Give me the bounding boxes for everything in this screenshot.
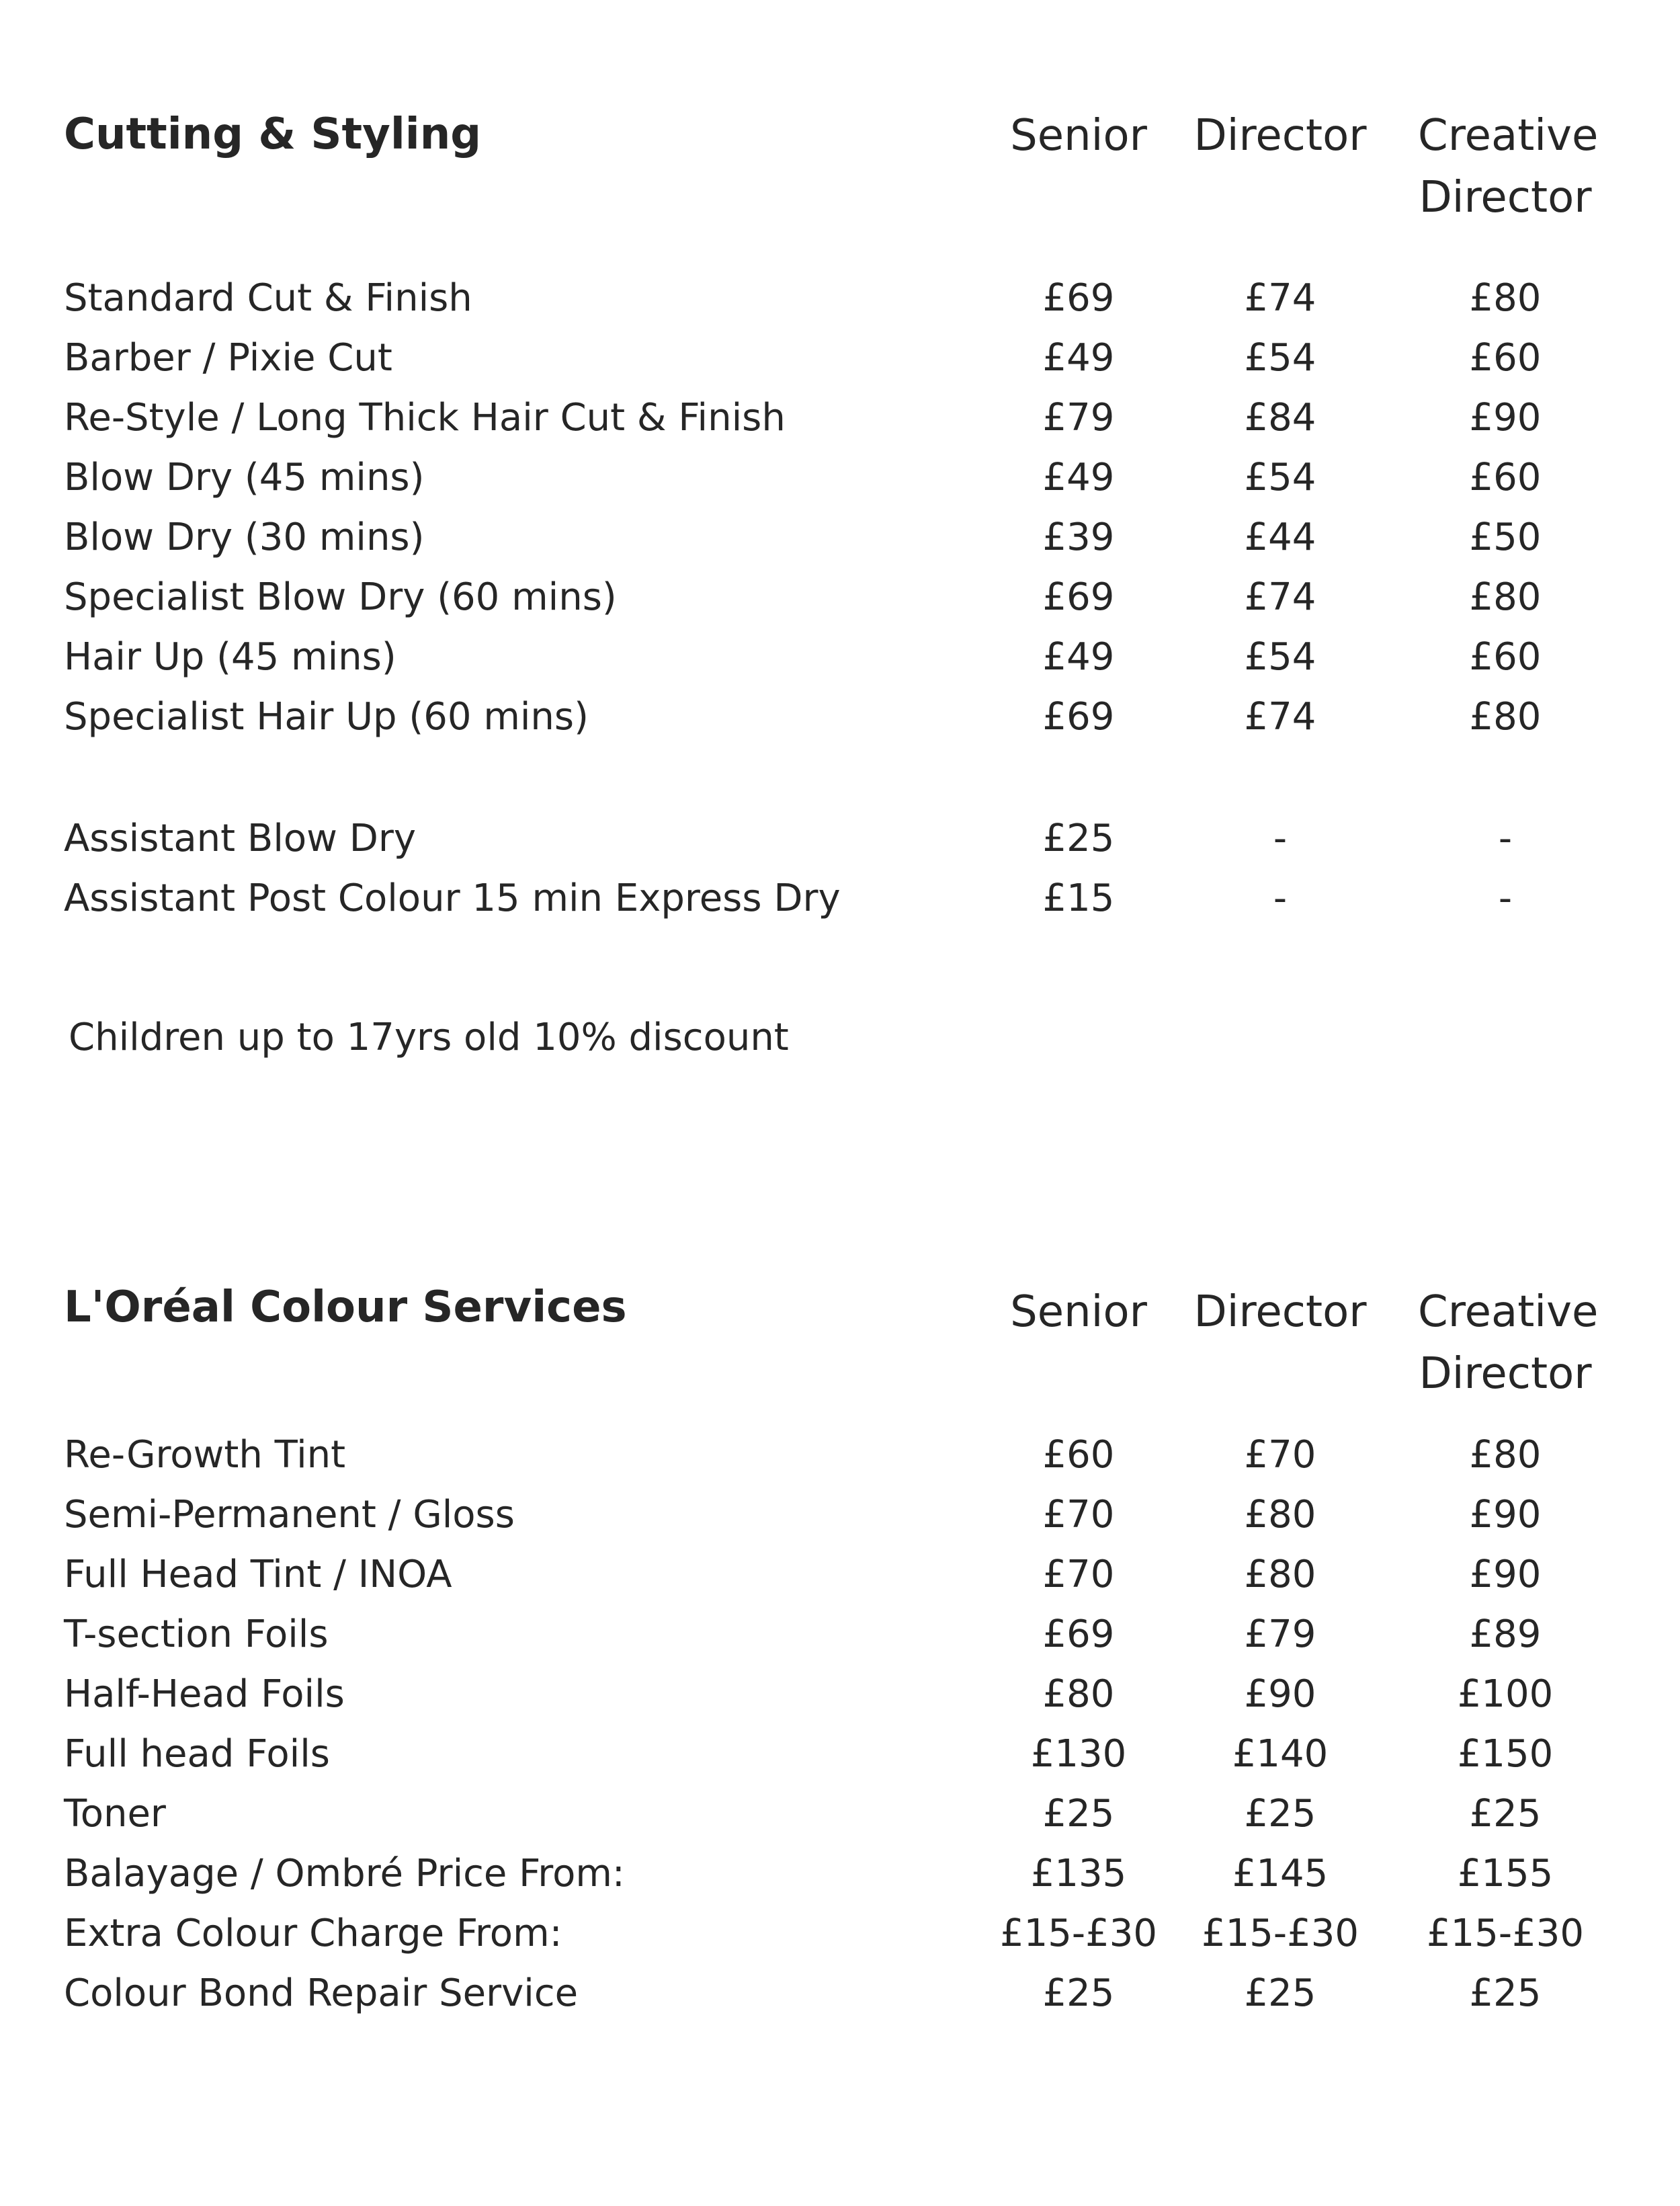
column-header-senior: Senior xyxy=(1010,1287,1147,1337)
price-creative-director: £80 xyxy=(1469,575,1542,619)
price-creative-director: £90 xyxy=(1469,1553,1542,1596)
price-creative-director: - xyxy=(1498,817,1513,860)
price-director: £90 xyxy=(1244,1672,1316,1716)
price-senior: £70 xyxy=(1042,1553,1115,1596)
column-header-director: Director xyxy=(1193,111,1367,161)
price-director: £74 xyxy=(1244,695,1316,739)
price-senior: £69 xyxy=(1042,575,1115,619)
table-row xyxy=(0,1785,1680,1844)
table-row xyxy=(0,1605,1680,1664)
service-name: Colour Bond Repair Service xyxy=(64,1971,579,2015)
column-header-creative-director xyxy=(1398,1281,1613,1405)
price-senior: £15 xyxy=(1042,876,1115,920)
price-director: £79 xyxy=(1244,1612,1316,1656)
column-header-director: Director xyxy=(1193,1287,1367,1337)
price-creative-director: £25 xyxy=(1469,1792,1542,1836)
price-creative-director: £90 xyxy=(1469,1493,1542,1537)
section-title: Cutting & Styling xyxy=(64,110,482,159)
price-creative-director: £90 xyxy=(1469,396,1542,440)
price-creative-director: - xyxy=(1498,876,1513,920)
price-director: £25 xyxy=(1244,1792,1316,1836)
price-creative-director: £80 xyxy=(1469,1433,1542,1477)
service-name: Hair Up (45 mins) xyxy=(64,635,396,679)
price-director: £54 xyxy=(1244,336,1316,380)
table-row xyxy=(0,508,1680,567)
service-name: Specialist Hair Up (60 mins) xyxy=(64,695,589,739)
table-row xyxy=(0,1485,1680,1545)
price-director: £74 xyxy=(1244,276,1316,320)
price-senior: £25 xyxy=(1042,1971,1115,2015)
column-header-senior: Senior xyxy=(1010,111,1147,161)
table-row xyxy=(0,389,1680,448)
table-row xyxy=(0,568,1680,627)
table-row xyxy=(0,1545,1680,1604)
price-creative-director: £80 xyxy=(1469,276,1542,320)
price-creative-director: £50 xyxy=(1469,516,1542,559)
table-row xyxy=(0,1964,1680,2023)
service-name: Re-Style / Long Thick Hair Cut & Finish xyxy=(64,396,786,440)
table-row xyxy=(0,1665,1680,1724)
price-creative-director: £150 xyxy=(1457,1732,1554,1776)
table-row xyxy=(0,1725,1680,1784)
column-header-creative-director xyxy=(1398,105,1613,229)
price-senior: £69 xyxy=(1042,276,1115,320)
price-creative-director: £100 xyxy=(1457,1672,1554,1716)
service-name: Blow Dry (30 mins) xyxy=(64,516,425,559)
price-director: £80 xyxy=(1244,1553,1316,1596)
price-senior: £49 xyxy=(1042,336,1115,380)
column-header-label: Creative Director xyxy=(1418,111,1599,222)
price-director: £74 xyxy=(1244,575,1316,619)
price-senior: £79 xyxy=(1042,396,1115,440)
price-senior: £60 xyxy=(1042,1433,1115,1477)
price-senior: £15-£30 xyxy=(1000,1912,1157,1955)
price-director: £15-£30 xyxy=(1202,1912,1359,1955)
price-senior: £69 xyxy=(1042,695,1115,739)
service-name: Half-Head Foils xyxy=(64,1672,345,1716)
service-name: Blow Dry (45 mins) xyxy=(64,456,425,499)
column-header-label: Creative Director xyxy=(1418,1287,1599,1399)
table-row xyxy=(0,688,1680,747)
price-senior: £25 xyxy=(1042,817,1115,860)
price-senior: £135 xyxy=(1030,1852,1127,1895)
price-director: £54 xyxy=(1244,456,1316,499)
price-senior: £39 xyxy=(1042,516,1115,559)
price-creative-director: £60 xyxy=(1469,336,1542,380)
price-director: £84 xyxy=(1244,396,1316,440)
price-senior: £80 xyxy=(1042,1672,1115,1716)
service-name: Extra Colour Charge From: xyxy=(64,1912,562,1955)
service-name: Assistant Blow Dry xyxy=(64,817,417,860)
service-name: T-section Foils xyxy=(64,1612,329,1656)
price-senior: £69 xyxy=(1042,1612,1115,1656)
table-row xyxy=(0,869,1680,928)
price-director: £140 xyxy=(1232,1732,1329,1776)
table-row xyxy=(0,1844,1680,1904)
service-name: Assistant Post Colour 15 min Express Dry xyxy=(64,876,841,920)
price-creative-director: £89 xyxy=(1469,1612,1542,1656)
price-director: - xyxy=(1273,876,1288,920)
table-row xyxy=(0,329,1680,388)
service-name: Specialist Blow Dry (60 mins) xyxy=(64,575,617,619)
table-row xyxy=(0,628,1680,687)
children-discount-note: Children up to 17yrs old 10% discount xyxy=(69,1016,789,1059)
table-row xyxy=(0,269,1680,328)
table-row xyxy=(0,809,1680,868)
service-name: Semi-Permanent / Gloss xyxy=(64,1493,515,1537)
section-title: L'Oréal Colour Services xyxy=(64,1282,627,1332)
table-row xyxy=(0,1904,1680,1963)
price-director: £44 xyxy=(1244,516,1316,559)
price-senior: £25 xyxy=(1042,1792,1115,1836)
price-creative-director: £60 xyxy=(1469,635,1542,679)
service-name: Re-Growth Tint xyxy=(64,1433,346,1477)
price-creative-director: £155 xyxy=(1457,1852,1554,1895)
price-senior: £130 xyxy=(1030,1732,1127,1776)
service-name: Full Head Tint / INOA xyxy=(64,1553,452,1596)
price-creative-director: £80 xyxy=(1469,695,1542,739)
service-name: Barber / Pixie Cut xyxy=(64,336,392,380)
price-director: £25 xyxy=(1244,1971,1316,2015)
price-director: £80 xyxy=(1244,1493,1316,1537)
price-director: £70 xyxy=(1244,1433,1316,1477)
price-senior: £70 xyxy=(1042,1493,1115,1537)
table-row xyxy=(0,1426,1680,1485)
price-director: £54 xyxy=(1244,635,1316,679)
price-director: £145 xyxy=(1232,1852,1329,1895)
service-name: Balayage / Ombré Price From: xyxy=(64,1852,625,1895)
table-row xyxy=(0,448,1680,507)
price-director: - xyxy=(1273,817,1288,860)
price-creative-director: £25 xyxy=(1469,1971,1542,2015)
price-senior: £49 xyxy=(1042,635,1115,679)
price-creative-director: £60 xyxy=(1469,456,1542,499)
service-name: Full head Foils xyxy=(64,1732,330,1776)
price-senior: £49 xyxy=(1042,456,1115,499)
price-creative-director: £15-£30 xyxy=(1427,1912,1584,1955)
service-name: Standard Cut & Finish xyxy=(64,276,472,320)
service-name: Toner xyxy=(64,1792,166,1836)
